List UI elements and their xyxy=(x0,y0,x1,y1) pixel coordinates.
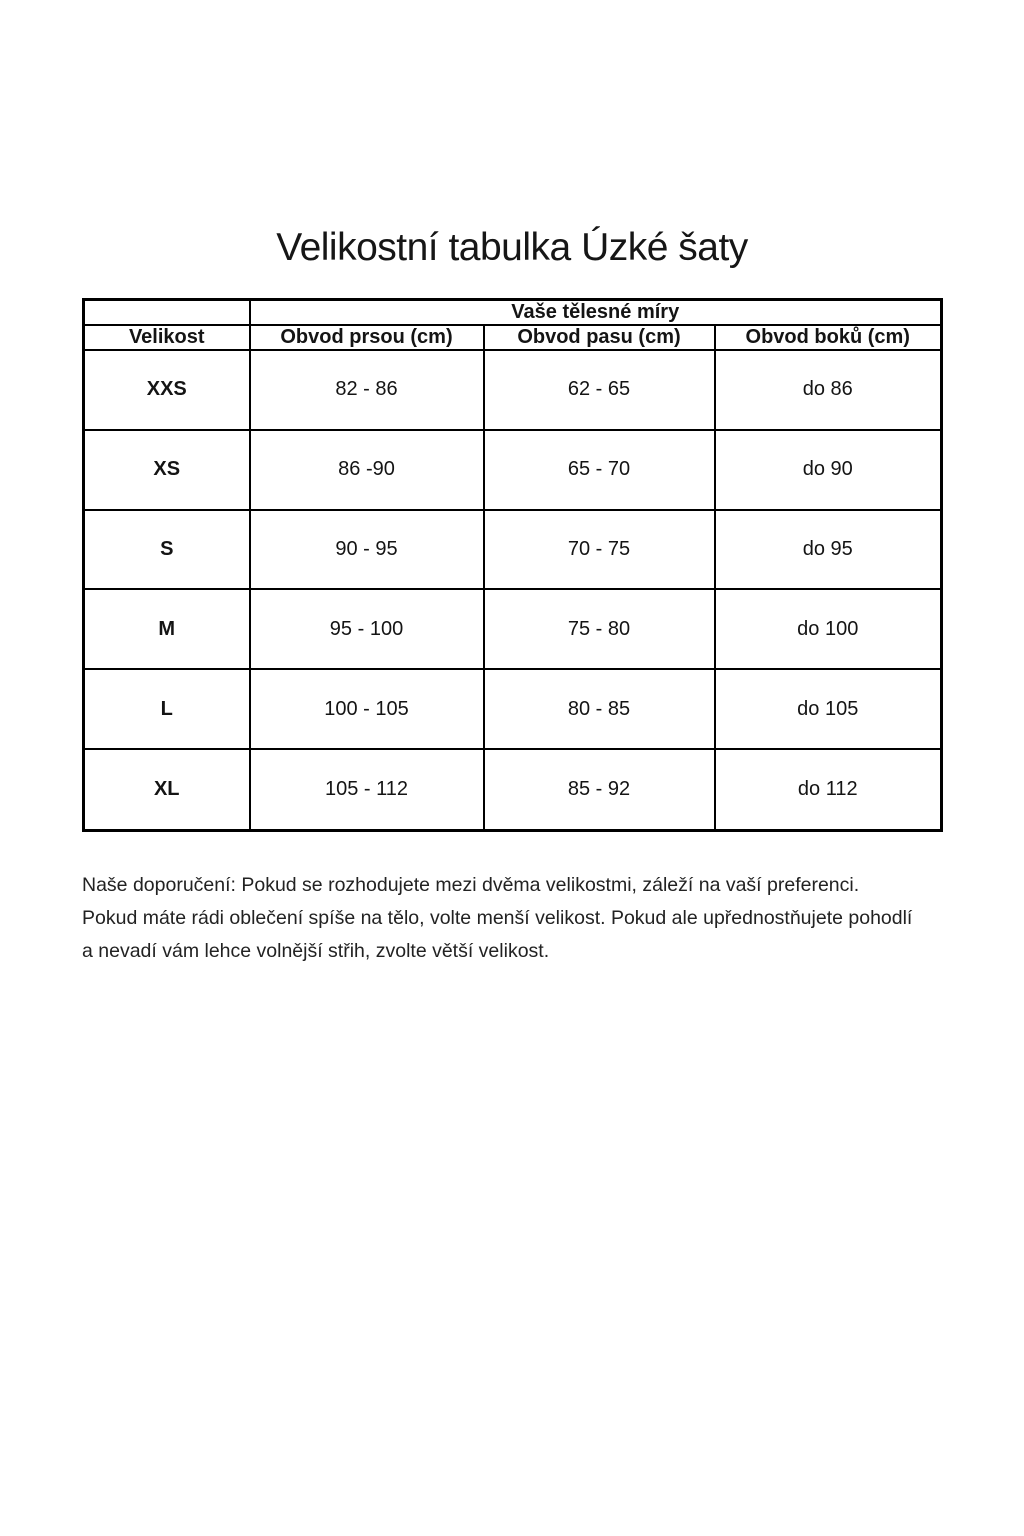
chest-value: 82 - 86 xyxy=(250,350,484,430)
hips-value: do 95 xyxy=(715,510,942,590)
size-label: XL xyxy=(84,749,250,830)
column-header-hips: Obvod boků (cm) xyxy=(715,325,942,350)
corner-cell xyxy=(84,300,250,326)
hips-value: do 105 xyxy=(715,669,942,749)
hips-value: do 90 xyxy=(715,430,942,510)
chest-value: 105 - 112 xyxy=(250,749,484,830)
waist-value: 75 - 80 xyxy=(484,589,715,669)
waist-value: 85 - 92 xyxy=(484,749,715,830)
waist-value: 80 - 85 xyxy=(484,669,715,749)
chest-value: 95 - 100 xyxy=(250,589,484,669)
column-header-row xyxy=(84,325,942,350)
hips-value: do 100 xyxy=(715,589,942,669)
size-label: S xyxy=(84,510,250,590)
table-row xyxy=(84,510,942,590)
table-row xyxy=(84,589,942,669)
size-label: M xyxy=(84,589,250,669)
waist-value: 65 - 70 xyxy=(484,430,715,510)
size-chart-table xyxy=(82,298,943,832)
hips-value: do 112 xyxy=(715,749,942,830)
chest-value: 90 - 95 xyxy=(250,510,484,590)
hips-value: do 86 xyxy=(715,350,942,430)
page-title: Velikostní tabulka Úzké šaty xyxy=(276,226,748,269)
recommendation-text: Naše doporučení: Pokud se rozhodujete mezi dvěma velikostmi, záleží na vaší preferenci. Pokud máte rádi oblečení spíše na tělo, volte menší velikost. Pokud ale upřednostňujete pohodlí a nevadí vám lehce volnější střih, zvolte větší velikost. xyxy=(82,874,913,962)
size-label: XXS xyxy=(84,350,250,430)
chest-value: 86 -90 xyxy=(250,430,484,510)
table-row xyxy=(84,749,942,830)
size-label: L xyxy=(84,669,250,749)
size-label: XS xyxy=(84,430,250,510)
waist-value: 62 - 65 xyxy=(484,350,715,430)
table-row xyxy=(84,669,942,749)
column-header-size: Velikost xyxy=(84,325,250,350)
chest-value: 100 - 105 xyxy=(250,669,484,749)
column-header-chest: Obvod prsou (cm) xyxy=(250,325,484,350)
table-row xyxy=(84,350,942,430)
column-header-waist: Obvod pasu (cm) xyxy=(484,325,715,350)
waist-value: 70 - 75 xyxy=(484,510,715,590)
group-header-row xyxy=(84,300,942,326)
group-header-cell: Vaše tělesné míry xyxy=(250,300,942,326)
table-row xyxy=(84,430,942,510)
